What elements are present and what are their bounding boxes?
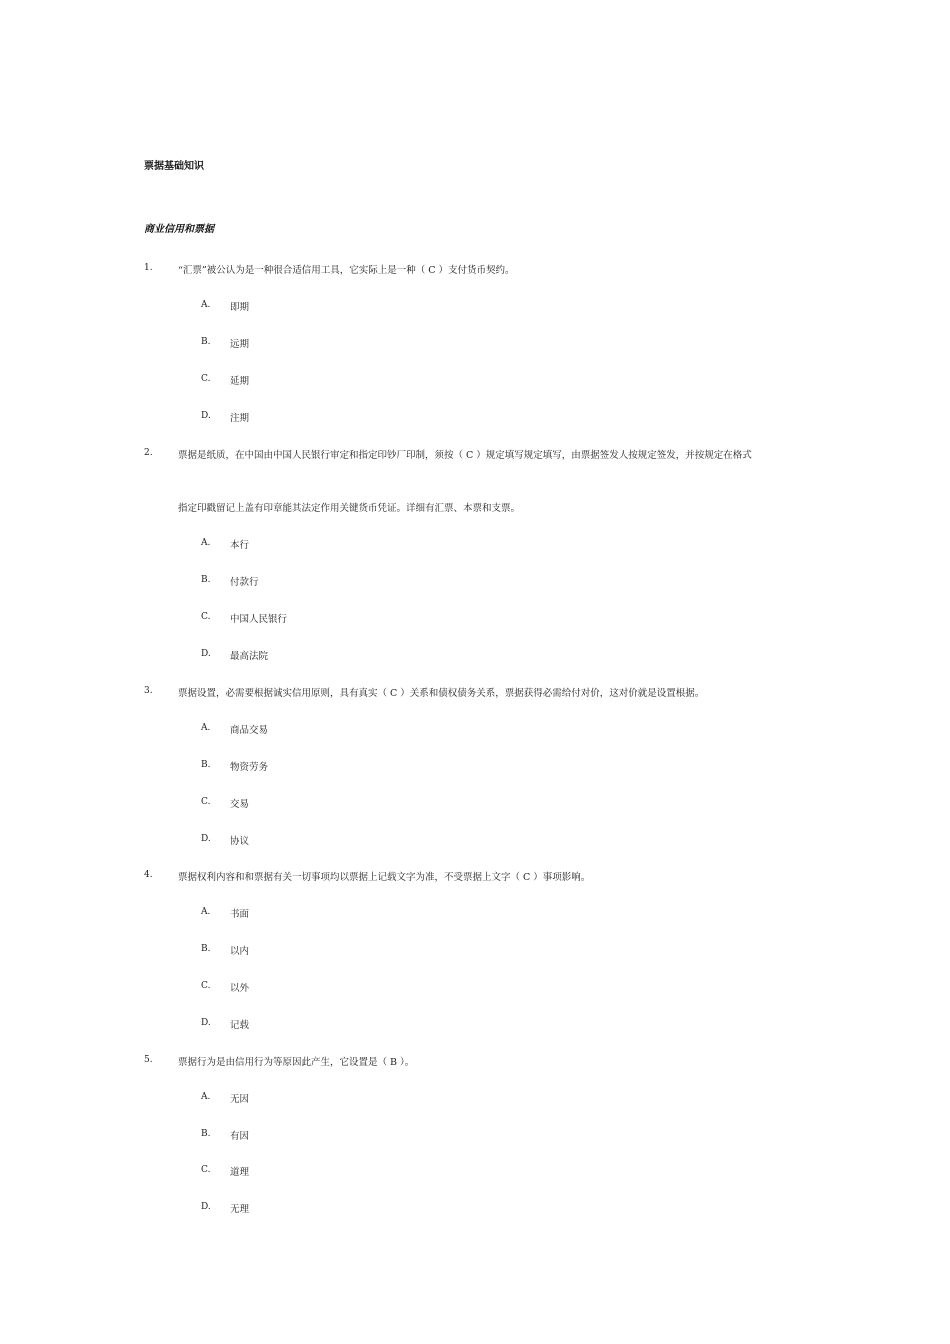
option-letter: B.	[201, 575, 211, 585]
option-text: 无理	[230, 1204, 250, 1215]
option-text: 中国人民银行	[230, 614, 288, 625]
option-text: 道理	[230, 1167, 250, 1178]
option-letter: A.	[201, 300, 211, 310]
option-text: 有因	[230, 1131, 250, 1142]
question-number: 4.	[144, 870, 153, 880]
option-text: 书面	[230, 909, 250, 920]
option-letter: A.	[201, 723, 211, 733]
option-letter: C.	[201, 1165, 211, 1175]
option-text: 以内	[230, 946, 250, 957]
option-letter: D.	[201, 411, 211, 421]
option-text: 即期	[230, 302, 250, 313]
question-text: 票据设置，必需要根据诚实信用原则，具有真实（ C ）关系和债权债务关系，票据获得必需给付对价，这对价就是设置根据。	[178, 688, 705, 699]
option-text: 延期	[230, 376, 250, 387]
option-text: 注期	[230, 413, 250, 424]
question-number: 1.	[144, 263, 153, 273]
option-text: 无因	[230, 1094, 250, 1105]
question-number: 3.	[144, 686, 153, 696]
option-letter: A.	[201, 907, 211, 917]
option-letter: D.	[201, 1202, 211, 1212]
question-text: 票据权利内容和和票据有关一切事项均以票据上记载文字为准，不受票据上文字（ C ）事项影响。	[178, 872, 591, 883]
option-letter: C.	[201, 374, 211, 384]
question-text: 票据是纸质，在中国由中国人民银行审定和指定印钞厂印制，须按（ C ）规定填写规定填写，由票据签发人按规定签发，并按规定在格式	[178, 450, 752, 461]
option-text: 远期	[230, 339, 250, 350]
option-letter: B.	[201, 944, 211, 954]
option-letter: C.	[201, 981, 211, 991]
question-number: 5.	[144, 1055, 153, 1065]
option-text: 商品交易	[230, 725, 269, 736]
question-number: 2.	[144, 448, 153, 458]
option-letter: B.	[201, 337, 211, 347]
option-letter: C.	[201, 797, 211, 807]
option-text: 交易	[230, 799, 250, 810]
option-text: 以外	[230, 983, 250, 994]
section-heading: 商业信用和票据	[144, 224, 214, 235]
question-text-continued: 指定印戳留记上盖有印章能其法定作用关键货币凭证。详细有汇票、本票和支票。	[178, 503, 521, 514]
document-title: 票据基础知识	[144, 161, 204, 172]
option-text: 物资劳务	[230, 762, 269, 773]
question-text: “汇票”被公认为是一种很合适信用工具，它实际上是一种（ C ）支付货币契约。	[178, 265, 515, 276]
option-letter: A.	[201, 1092, 211, 1102]
option-text: 付款行	[230, 577, 259, 588]
option-text: 本行	[230, 540, 250, 551]
option-letter: C.	[201, 612, 211, 622]
option-letter: D.	[201, 649, 211, 659]
option-text: 记载	[230, 1020, 250, 1031]
option-text: 协议	[230, 836, 250, 847]
option-letter: D.	[201, 834, 211, 844]
option-letter: D.	[201, 1018, 211, 1028]
option-text: 最高法院	[230, 651, 269, 662]
option-letter: B.	[201, 760, 211, 770]
question-text: 票据行为是由信用行为等原因此产生，它设置是（ B ）。	[178, 1057, 415, 1068]
option-letter: B.	[201, 1129, 211, 1139]
option-letter: A.	[201, 538, 211, 548]
